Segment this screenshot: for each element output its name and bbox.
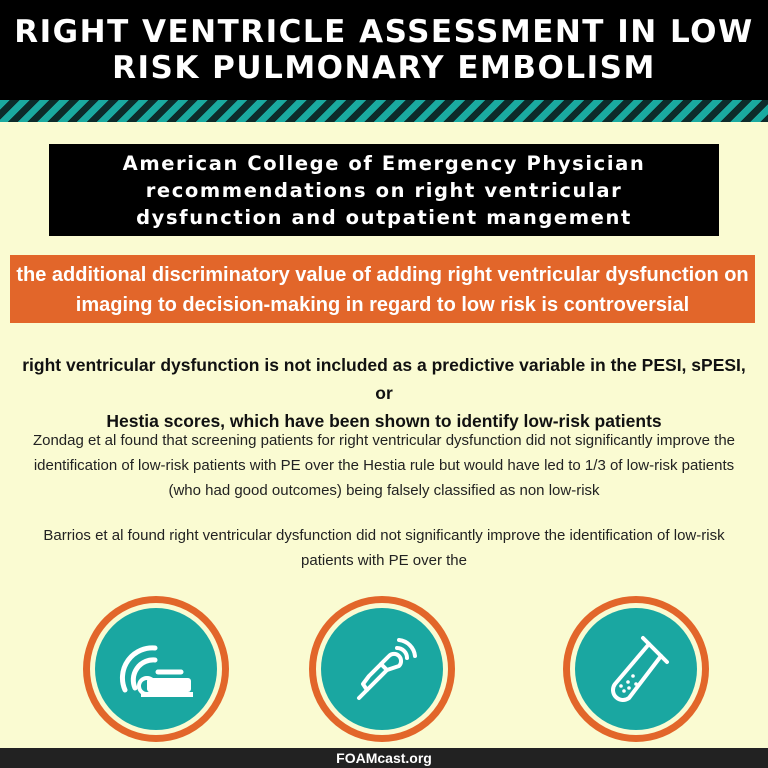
zondag-paragraph — [10, 428, 758, 503]
title-line-1: RIGHT VENTRICLE ASSESSMENT IN LOW — [14, 14, 754, 50]
zondag-line-1: Zondag et al found that screening patients for right ventricular dysfunction did not significantly improve the — [32, 432, 736, 449]
footer — [0, 748, 768, 768]
page-title — [0, 0, 768, 86]
highlight-line-1: the additional discriminatory value of adding right ventricular dysfunction on — [16, 264, 749, 286]
highlight-line-2: imaging to decision-making in regard to low risk is controversial — [75, 294, 690, 316]
ultrasound-badge — [309, 596, 455, 742]
barrios-paragraph — [10, 523, 758, 573]
acep-banner — [49, 144, 719, 236]
barrios-line-1: Barrios et al found right ventricular dysfunction did not significantly improve the identification of low-risk — [43, 527, 725, 544]
zondag-line-2: identification of low-risk patients with PE over the Hestia rule but would have led to 1/3 of low-risk patients — [33, 457, 735, 474]
key-point-line-1: right ventricular dysfunction is not included as a predictive variable in the PESI, sPESI, or — [22, 355, 746, 403]
highlight-banner — [10, 255, 755, 323]
acep-line-2: recommendations on right ventricular — [145, 179, 623, 202]
acep-line-1: American College of Emergency Physician — [122, 152, 646, 175]
key-point-line-2: Hestia scores, which have been shown to identify low-risk patients — [106, 411, 662, 431]
zondag-line-3: (who had good outcomes) being falsely classified as non low-risk — [168, 482, 600, 499]
test-tube-badge — [563, 596, 709, 742]
key-point — [20, 351, 748, 435]
title-line-2: RISK PULMONARY EMBOLISM — [112, 50, 656, 86]
striped-divider — [0, 100, 768, 122]
footer-link[interactable]: FOAMcast.org — [336, 750, 432, 766]
acep-line-3: dysfunction and outpatient mangement — [136, 206, 632, 229]
ct-scanner-badge — [83, 596, 229, 742]
ct-scanner-icon — [111, 624, 201, 714]
barrios-line-2: patients with PE over the — [301, 552, 467, 569]
ultrasound-probe-icon — [337, 624, 427, 714]
test-tube-icon — [591, 624, 681, 714]
header — [0, 0, 768, 100]
